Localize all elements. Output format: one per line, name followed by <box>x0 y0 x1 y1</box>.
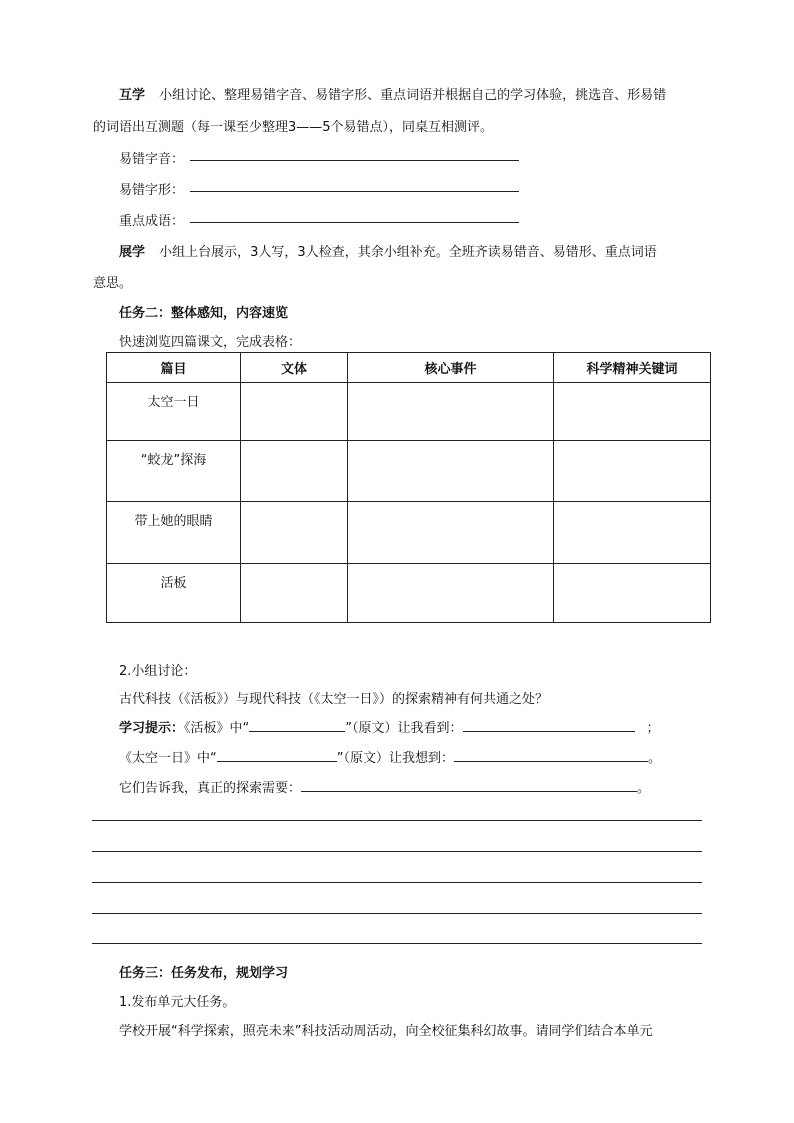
task2-intro: 快速浏览四篇课文，完成表格： <box>119 335 302 350</box>
conclusion-end: 。 <box>637 781 651 796</box>
hint-a-end: ； <box>646 721 660 736</box>
zhanxue-paragraph <box>119 241 657 260</box>
blank-taikong-thought[interactable] <box>454 749 648 762</box>
table-cell[interactable] <box>554 383 711 441</box>
task3-title: 任务三：任务发布，规划学习 <box>119 966 289 981</box>
answer-line[interactable] <box>92 943 702 944</box>
table-row-title: 活板 <box>107 564 241 623</box>
table-cell[interactable] <box>348 441 554 502</box>
conclusion-label: 它们告诉我，真正的探索需要： <box>119 781 302 796</box>
discussion-title: 2.小组讨论： <box>119 664 197 679</box>
blank-huoban-insight[interactable] <box>463 719 635 732</box>
task3-body: 学校开展“科学探索，照亮未来”科技活动周活动，向全校征集科幻故事。请同学们结合本单元 <box>119 1024 653 1039</box>
zhanxue-label: 展学 <box>119 245 146 260</box>
field-line-idioms[interactable] <box>190 222 519 223</box>
blank-conclusion[interactable] <box>301 779 637 792</box>
hint-a-prefix: 《活板》中“ <box>184 721 250 736</box>
table-header: 科学精神关键词 <box>554 353 711 383</box>
table-header: 文体 <box>241 353 348 383</box>
table-header: 篇目 <box>107 353 241 383</box>
discussion-question: 古代科技（《活板》）与现代科技（《太空一日》）的探索精神有何共通之处？ <box>119 692 549 707</box>
huxue-paragraph <box>119 84 666 103</box>
zhanxue-text-line2: 意思。 <box>93 276 133 291</box>
task2-title: 任务二：整体感知，内容速览 <box>119 306 289 321</box>
hint-line-a <box>119 717 660 736</box>
huxue-label: 互学 <box>119 88 146 103</box>
table-row-title: 带上她的眼睛 <box>107 502 241 564</box>
table-cell[interactable] <box>241 564 348 623</box>
hint-b-prefix: 《太空一日》中“ <box>119 751 217 766</box>
table-cell[interactable] <box>348 564 554 623</box>
task3-item1: 1.发布单元大任务。 <box>119 995 236 1010</box>
field-line-characters[interactable] <box>190 191 519 192</box>
table-cell[interactable] <box>554 502 711 564</box>
table-row-title: “蛟龙”探海 <box>107 441 241 502</box>
table-header: 核心事件 <box>348 353 554 383</box>
field-label-idioms: 重点成语： <box>119 214 185 229</box>
table-row <box>107 502 711 564</box>
huxue-text-line1: 小组讨论、整理易错字音、易错字形、重点词语并根据自己的学习体验，挑选音、形易错 <box>159 88 667 103</box>
blank-taikong-quote[interactable] <box>217 749 337 762</box>
table-cell[interactable] <box>241 502 348 564</box>
zhanxue-text-line1: 小组上台展示，3人写，3人检查，其余小组补充。全班齐读易错音、易错形、重点词语 <box>159 245 657 260</box>
table-cell[interactable] <box>241 441 348 502</box>
table-row <box>107 441 711 502</box>
conclusion-line <box>119 777 650 796</box>
huxue-text-line2: 的词语出互测题（每一课至少整理3——5个易错点），同桌互相测评。 <box>93 120 494 135</box>
answer-line[interactable] <box>92 882 702 883</box>
table-header-row <box>107 353 711 383</box>
blank-huoban-quote[interactable] <box>249 719 345 732</box>
field-line-pronunciation[interactable] <box>190 160 519 161</box>
answer-line[interactable] <box>92 851 702 852</box>
table-row-title: 太空一日 <box>107 383 241 441</box>
reading-table <box>106 352 711 623</box>
hint-a-mid: ”（原文）让我看到： <box>345 721 463 736</box>
table-cell[interactable] <box>554 564 711 623</box>
answer-line[interactable] <box>92 913 702 914</box>
hint-label: 学习提示： <box>119 721 185 736</box>
table-cell[interactable] <box>554 441 711 502</box>
field-label-characters: 易错字形： <box>119 183 185 198</box>
table-cell[interactable] <box>241 383 348 441</box>
field-label-pronunciation: 易错字音： <box>119 152 185 167</box>
answer-line[interactable] <box>92 820 702 821</box>
table-cell[interactable] <box>348 502 554 564</box>
table-row <box>107 383 711 441</box>
hint-line-b <box>119 747 661 766</box>
hint-b-mid: ”（原文）让我想到： <box>336 751 454 766</box>
table-row <box>107 564 711 623</box>
table-cell[interactable] <box>348 383 554 441</box>
hint-b-end: 。 <box>648 751 662 766</box>
